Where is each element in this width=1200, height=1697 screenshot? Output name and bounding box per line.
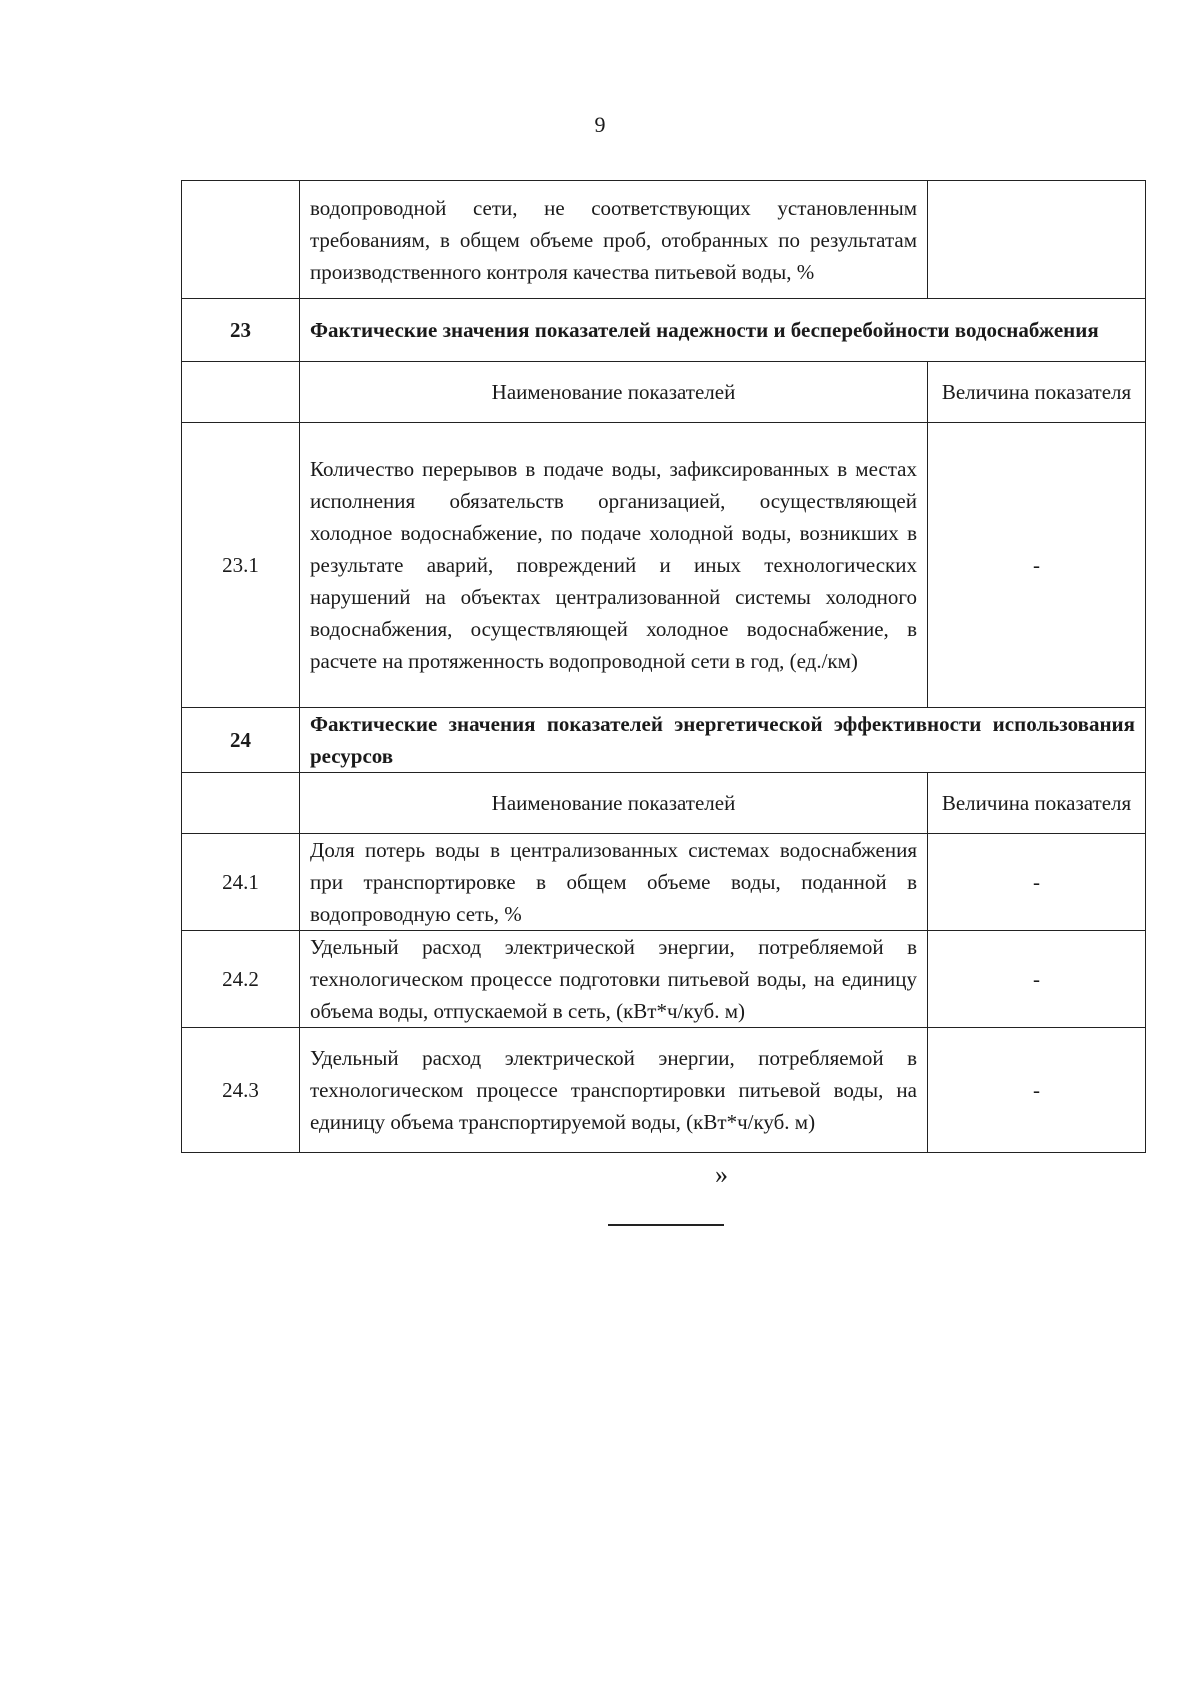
row-number: 24.2 — [182, 931, 300, 1028]
indicator-value: - — [928, 931, 1146, 1028]
indicator-text: водопроводной сети, не соответствующих установленным требованиям, в общем объеме проб, отобранных по результатам производственного контроля качества питьевой воды, % — [300, 181, 928, 299]
indicator-text: Количество перерывов в подаче воды, зафиксированных в местах исполнения обязательств организацией, осуществляющей холодное водоснабжение, по подаче холодной воды, возникших в результате аварий, повреждений и иных технологических нарушений на объектах централизованной системы холодного водоснабжения, осуществляющей холодное водоснабжение, в расчете на протяженность водопроводной сети в год, (ед./км) — [300, 423, 928, 708]
row-number: 23.1 — [182, 423, 300, 708]
table-row — [182, 423, 1146, 708]
section-title: Фактические значения показателей надежности и бесперебойности водоснабжения — [300, 299, 1146, 362]
section-number: 24 — [182, 708, 300, 773]
indicators-table — [181, 180, 1146, 1153]
closing-quote: » — [715, 1160, 728, 1189]
row-number: 24.1 — [182, 834, 300, 931]
indicator-value: - — [928, 834, 1146, 931]
indicator-text: Удельный расход электрической энергии, потребляемой в технологическом процессе подготовки питьевой воды, на единицу объема воды, отпускаемой в сеть, (кВт*ч/куб. м) — [300, 931, 928, 1028]
row-number: 24.3 — [182, 1028, 300, 1153]
indicator-value — [928, 181, 1146, 299]
column-header-row — [182, 773, 1146, 834]
table-row — [182, 931, 1146, 1028]
column-header-value: Величина показателя — [928, 773, 1146, 834]
row-number — [182, 181, 300, 299]
section-title: Фактические значения показателей энергетической эффективности использования ресурсов — [300, 708, 1146, 773]
section-row — [182, 708, 1146, 773]
empty-cell — [182, 773, 300, 834]
section-number: 23 — [182, 299, 300, 362]
section-row — [182, 299, 1146, 362]
column-header-name: Наименование показателей — [300, 362, 928, 423]
column-header-row — [182, 362, 1146, 423]
empty-cell — [182, 362, 300, 423]
indicator-value: - — [928, 1028, 1146, 1153]
indicator-text: Доля потерь воды в централизованных системах водоснабжения при транспортировке в общем объеме воды, поданной в водопроводную сеть, % — [300, 834, 928, 931]
indicator-value: - — [928, 423, 1146, 708]
page-number: 9 — [594, 112, 606, 137]
column-header-value: Величина показателя — [928, 362, 1146, 423]
column-header-name: Наименование показателей — [300, 773, 928, 834]
table-row — [182, 181, 1146, 299]
table-row — [182, 834, 1146, 931]
indicator-text: Удельный расход электрической энергии, потребляемой в технологическом процессе транспортировки питьевой воды, на единицу объема транспортируемой воды, (кВт*ч/куб. м) — [300, 1028, 928, 1153]
table-row — [182, 1028, 1146, 1153]
end-rule — [608, 1224, 724, 1226]
